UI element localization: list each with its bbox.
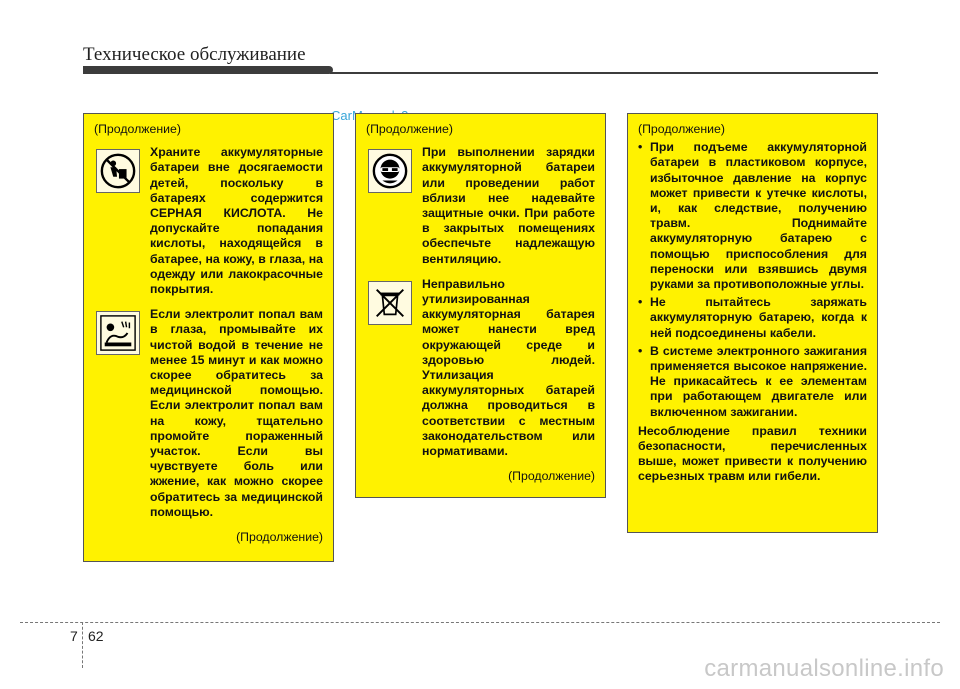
warning-panel-1 [83,113,334,562]
closing-warning: Несоблюдение правил техники безопасности, перечисленных выше, может привести к получению серьезных травм или гибели. [638,423,867,484]
warning-text: При выполнении зарядки аккумуляторной батареи или проведении работ вблизи нее надевайте защитные очки. При работе в закрытых помещениях обеспечьте надлежащую вентиляцию. [422,145,595,266]
child-warning-icon [96,149,140,193]
warning-panel-2 [355,113,606,498]
warning-row [366,277,595,459]
crossed-bin-icon [368,281,412,325]
page-header-title: Техническое обслуживание [83,44,306,65]
warning-text: Если электролит попал вам в глаза, промывайте их чистой водой в течение не менее 15 минут и как можно скорее обратитесь за медицинской помощью. Если электролит попал вам на кожу, тщательно промойте пораженный участок. Если вы чувствуете боль или жжение, как можно скорее обратитесь за медицинской помощью. [150,307,323,519]
eye-wash-icon [96,311,140,355]
watermark-bottom: carmanualsonline.info [704,655,944,682]
bullet-item: • Не пытайтесь заряжать аккумуляторную батарею, когда к ней подсоединены кабели. [638,295,867,341]
footer-divider [20,622,940,623]
warning-bullet-list [638,140,867,420]
chapter-number: 7 [70,628,78,644]
safety-goggles-icon [368,149,412,193]
continued-heading: (Продолжение) [366,122,453,136]
continued-footer: (Продолжение) [508,469,595,484]
bullet-item: • В системе электронного зажигания применяется высокое напряжение. Не прикасайтесь к ее элементам при работающем двигателе или включенном зажигании. [638,344,867,420]
header-bar [83,66,333,74]
header-rule [330,72,878,74]
warning-row [94,145,323,297]
bullet-item: • При подъеме аккумуляторной батареи в пластиковом корпусе, избыточное давление на корпус может привести к утечке кислоты, и, как следствие, получению травм. Поднимайте аккумуляторную батарею с помощью приспособления для переноски или взявшись двумя руками за противоположные углы. [638,140,867,292]
warning-row [94,307,323,520]
page-number: 62 [88,628,104,644]
warning-panel-3 [627,113,878,533]
footer-vertical-divider [82,622,83,668]
warning-text: Храните аккумуляторные батареи вне досягаемости детей, поскольку в батареях содержится СЕРНАЯ КИСЛОТА. Не допускайте попадания кислоты, находящейся в батарее, на кожу, в глаза, на одежду или лакокрасочные покрытия. [150,145,323,297]
warning-row [366,145,595,267]
continued-heading: (Продолжение) [638,122,725,136]
continued-heading: (Продолжение) [94,122,181,136]
continued-footer: (Продолжение) [236,530,323,545]
warning-text: Неправильно утилизированная аккумуляторная батарея может нанести вред окружающей среде и здоровью людей. Утилизация аккумуляторных батарей должна проводиться в соответствии с местным законодательством или нормативами. [422,276,595,459]
